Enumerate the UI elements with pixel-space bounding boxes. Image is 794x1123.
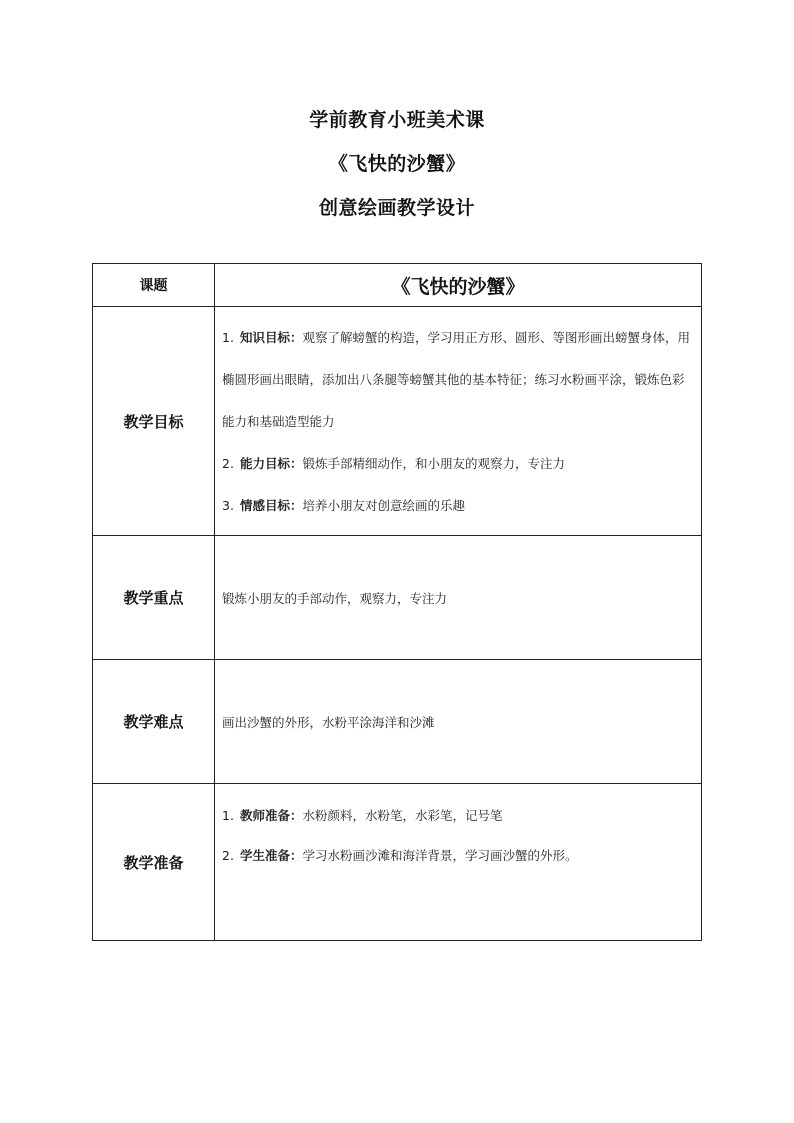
key-points-text: 锻炼小朋友的手部动作，观察力，专注力 [215,536,702,660]
document-title-block [0,100,794,232]
goal-item-text: 观察了解螃蟹的构造，学习用正方形、圆形、等图形画出螃蟹身体，用椭圆形画出眼睛，添加出八条腿等螃蟹其他的基本特征；练习水粉画平涂，锻炼色彩能力和基础造型能力 [222,330,690,429]
goal-item-key: 知识目标： [239,330,303,345]
prep-item-number: 2. [222,848,234,863]
difficulties-label: 教学难点 [93,660,215,784]
goals-label: 教学目标 [93,307,215,536]
goal-item-number: 3. [222,498,234,513]
goal-item-text: 培养小朋友对创意绘画的乐趣 [302,498,465,513]
title-design: 创意绘画教学设计 [318,197,475,219]
subject-label: 课题 [93,264,215,307]
goal-item-key: 情感目标： [239,498,303,513]
subject-value: 《飞快的沙蟹》 [215,264,702,307]
table-row-preparation [93,784,702,941]
prep-item-key: 教师准备： [239,808,303,823]
table-row-difficulties [93,660,702,784]
goal-item-text: 锻炼手部精细动作，和小朋友的观察力，专注力 [302,456,565,471]
goals-content [215,307,702,536]
preparation-content [215,784,702,941]
goal-item-key: 能力目标： [239,456,303,471]
preparation-label: 教学准备 [93,784,215,941]
table-row-subject [93,264,702,307]
prep-item-student [222,836,695,876]
table-row-goals [93,307,702,536]
goal-item-knowledge [222,317,695,443]
prep-item-text: 学习水粉画沙滩和海洋背景，学习画沙蟹的外形。 [302,848,578,863]
lesson-plan-table [92,263,702,941]
title-lesson-name: 《飞快的沙蟹》 [328,153,466,175]
table-row-key-points [93,536,702,660]
key-points-label: 教学重点 [93,536,215,660]
prep-item-key: 学生准备： [239,848,303,863]
title-course: 学前教育小班美术课 [309,109,485,131]
prep-item-text: 水粉颜料，水粉笔，水彩笔，记号笔 [302,808,503,823]
goal-item-ability [222,443,695,485]
difficulties-text: 画出沙蟹的外形，水粉平涂海洋和沙滩 [215,660,702,784]
goal-item-emotion [222,485,695,527]
prep-item-number: 1. [222,808,234,823]
goal-item-number: 1. [222,330,234,345]
prep-item-teacher [222,796,695,836]
goal-item-number: 2. [222,456,234,471]
